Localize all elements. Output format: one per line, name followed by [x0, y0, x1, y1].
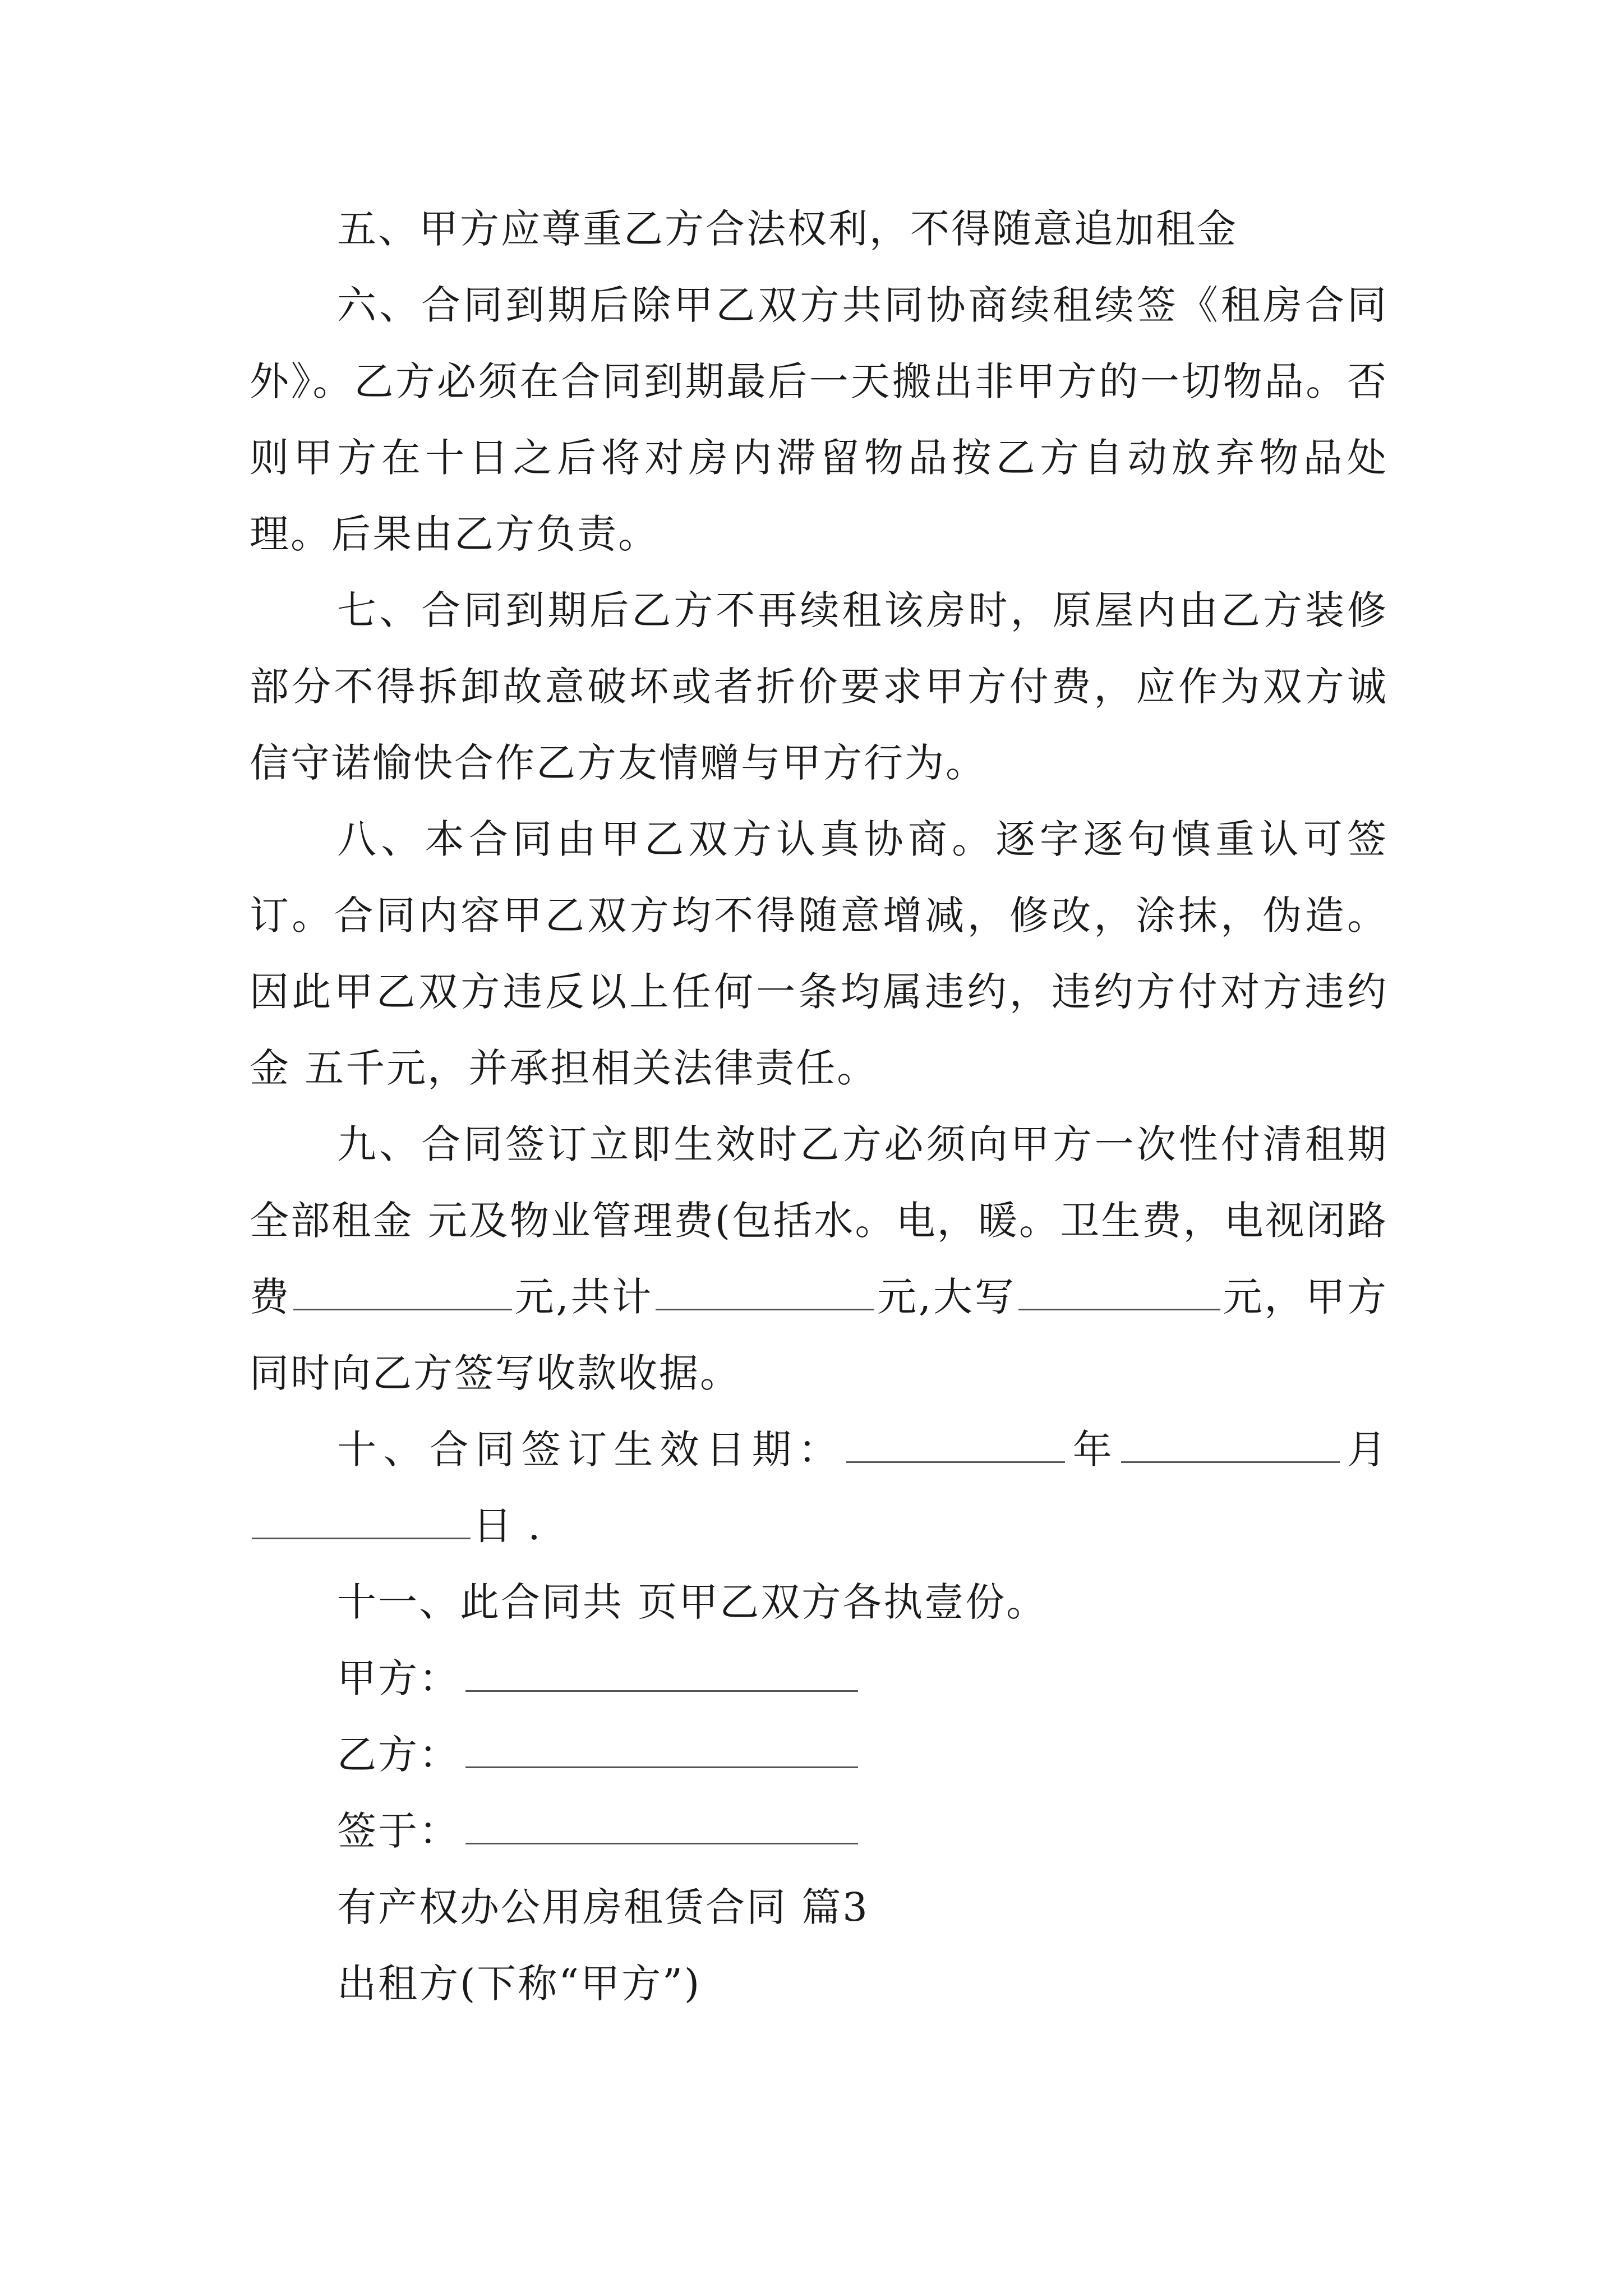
signed-at-line [465, 1809, 858, 1844]
month-label: 月 [1341, 1427, 1389, 1473]
day-blank [252, 1503, 471, 1539]
clause-9 [250, 1106, 1388, 1411]
total-amount-blank [656, 1274, 874, 1310]
cable-fee-blank [293, 1274, 512, 1310]
clause-8: 八、本合同由甲乙双方认真协商。逐字逐句慎重认可签订。合同内容甲乙双方均不得随意增减，修改，涂抹，伪造。因此甲乙双方违反以上任何一条均属违约，违约方付对方违约金 五千元，并承担相关法律责任。 [250, 816, 1388, 1091]
year-blank [846, 1427, 1065, 1463]
party-b-label: 乙方： [337, 1732, 460, 1778]
clause-7: 七、合同到期后乙方不再续租该房时，原屋内由乙方装修部分不得拆卸故意破坏或者折价要求甲方付费，应作为双方诚信守诺愉快合作乙方友情赠与甲方行为。 [250, 587, 1388, 786]
month-blank [1121, 1427, 1340, 1463]
document-page [250, 191, 1388, 2022]
signature-party-a [250, 1640, 1388, 1717]
clause-9-text-2: 元,共计 [514, 1274, 654, 1320]
signature-party-b [250, 1717, 1388, 1793]
section-title: 有产权办公用房租赁合同 篇3 [337, 1884, 869, 1930]
lessor-line: 出租方(下称“甲方”) [337, 1961, 702, 2007]
clause-9-text-3: 元,大写 [877, 1274, 1016, 1320]
clause-9-text-4: 元，甲方同时向乙方签写收款收据。 [250, 1274, 1389, 1396]
party-a-signature-line [465, 1657, 858, 1692]
day-label: 日 . [473, 1503, 542, 1549]
clause-9-text-1: 九、合同签订立即生效时乙方必须向甲方一次性付清租期全部租金 元及物业管理费(包括水。电，暖。卫生费，电视闭路费 [250, 1121, 1388, 1320]
signed-at [250, 1793, 1388, 1869]
clause-10-text: 十、合同签订生效日期： [337, 1427, 845, 1473]
amount-in-words-blank [1018, 1274, 1220, 1310]
clause-11: 十一、此合同共 页甲乙双方各执壹份。 [337, 1579, 1048, 1625]
year-label: 年 [1067, 1427, 1119, 1473]
party-b-signature-line [465, 1733, 858, 1768]
party-a-label: 甲方： [337, 1655, 460, 1701]
signed-at-label: 签于： [337, 1808, 460, 1854]
clause-5: 五、甲方应尊重乙方合法权利，不得随意追加租金 [337, 206, 1238, 252]
clause-6: 六、合同到期后除甲乙双方共同协商续租续签《租房合同外》。乙方必须在合同到期最后一天搬出非甲方的一切物品。否则甲方在十日之后将对房内滞留物品按乙方自动放弃物品处理。后果由乙方负责。 [250, 282, 1388, 557]
clause-10 [250, 1411, 1388, 1564]
